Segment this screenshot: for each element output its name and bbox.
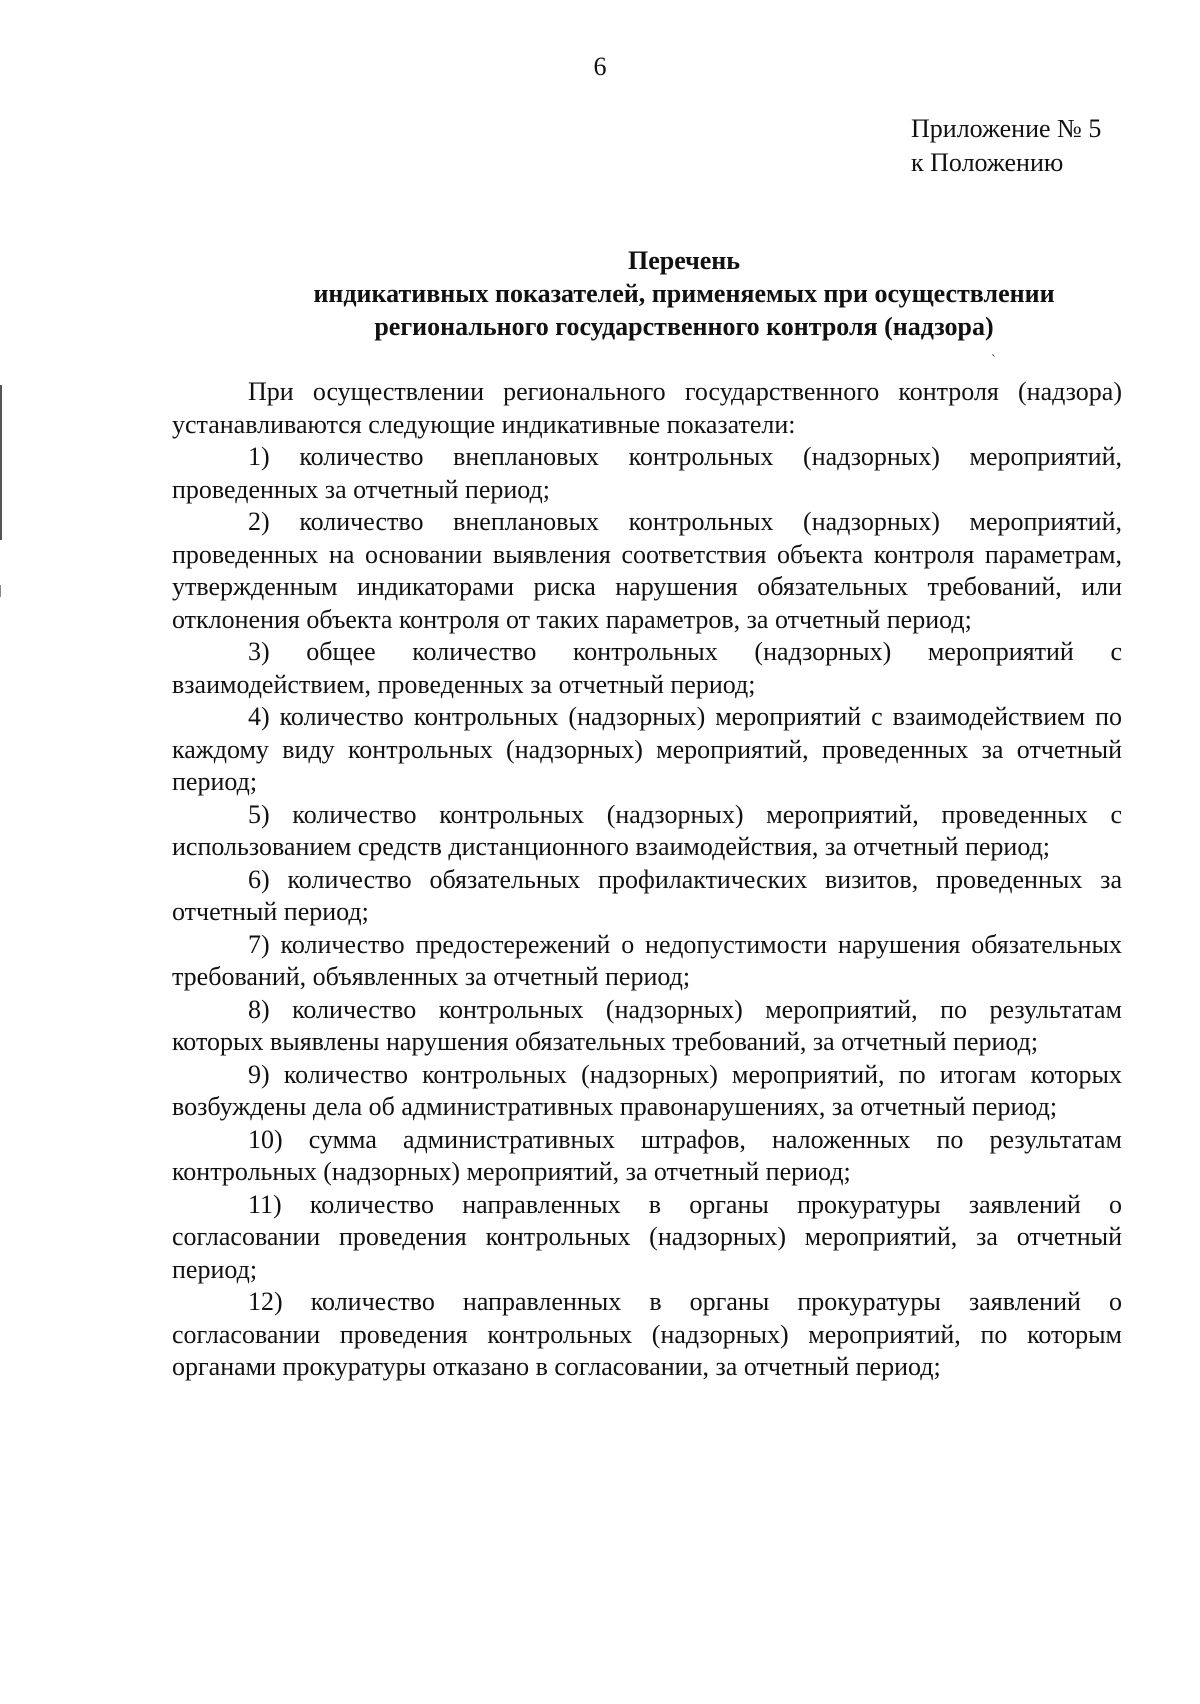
document-title [172,244,1196,343]
scan-edge-line [0,385,2,540]
scan-edge-line [0,585,1,597]
indicator-item-6: 6) количество обязательных профилактических визитов, проведенных за отчетный период; [172,864,1122,926]
indicator-item-10: 10) сумма административных штрафов, наложенных по результатам контрольных (надзорных) мероприятий, за отчетный период; [172,1124,1122,1186]
page-number: 6 [593,52,607,81]
indicator-item-9: 9) количество контрольных (надзорных) мероприятий, по итогам которых возбуждены дела об административных правонарушениях, за отчетный период; [172,1059,1122,1121]
indicator-item-8: 8) количество контрольных (надзорных) мероприятий, по результатам которых выявлены нарушения обязательных требований, за отчетный период; [172,994,1122,1056]
title-line-3: регионального государственного контроля (надзора) [374,312,994,341]
intro-paragraph: При осуществлении регионального государственного контроля (надзора) устанавливаются следующие индикативные показатели: [172,377,1122,439]
appendix-parent-document: к Положению [911,148,1064,177]
title-line-2: индикативных показателей, применяемых при осуществлении [313,279,1055,308]
appendix-number: Приложение № 5 [911,114,1102,143]
indicator-item-5: 5) количество контрольных (надзорных) мероприятий, проведенных с использованием средств дистанционного взаимодействия, за отчетный период; [172,799,1122,861]
indicator-item-4: 4) количество контрольных (надзорных) мероприятий с взаимодействием по каждому виду контрольных (надзорных) мероприятий, проведенных за отчетный период; [172,702,1122,796]
indicator-item-1: 1) количество внеплановых контрольных (надзорных) мероприятий, проведенных за отчетный период; [172,442,1122,504]
indicator-item-12: 12) количество направленных в органы прокуратуры заявлений о согласовании проведения контрольных (надзорных) мероприятий, по которым органами прокуратуры отказано в согласовании, за отчетный период; [172,1287,1122,1381]
document-body [172,376,1122,1384]
indicator-item-3: 3) общее количество контрольных (надзорных) мероприятий с взаимодействием, проведенных за отчетный период; [172,637,1122,699]
scan-mark: ` [991,353,996,368]
appendix-reference [911,112,1101,180]
indicator-item-7: 7) количество предостережений о недопустимости нарушения обязательных требований, объявленных за отчетный период; [172,929,1122,991]
title-line-1: Перечень [627,246,741,275]
indicator-item-2: 2) количество внеплановых контрольных (надзорных) мероприятий, проведенных на основании выявления соответствия объекта контроля параметрам, утвержденным индикаторами риска нарушения обязательных требований, или отклонения объекта контроля от таких параметров, за отчетный период; [172,507,1122,634]
indicator-item-11: 11) количество направленных в органы прокуратуры заявлений о согласовании проведения контрольных (надзорных) мероприятий, за отчетный период; [172,1189,1122,1284]
